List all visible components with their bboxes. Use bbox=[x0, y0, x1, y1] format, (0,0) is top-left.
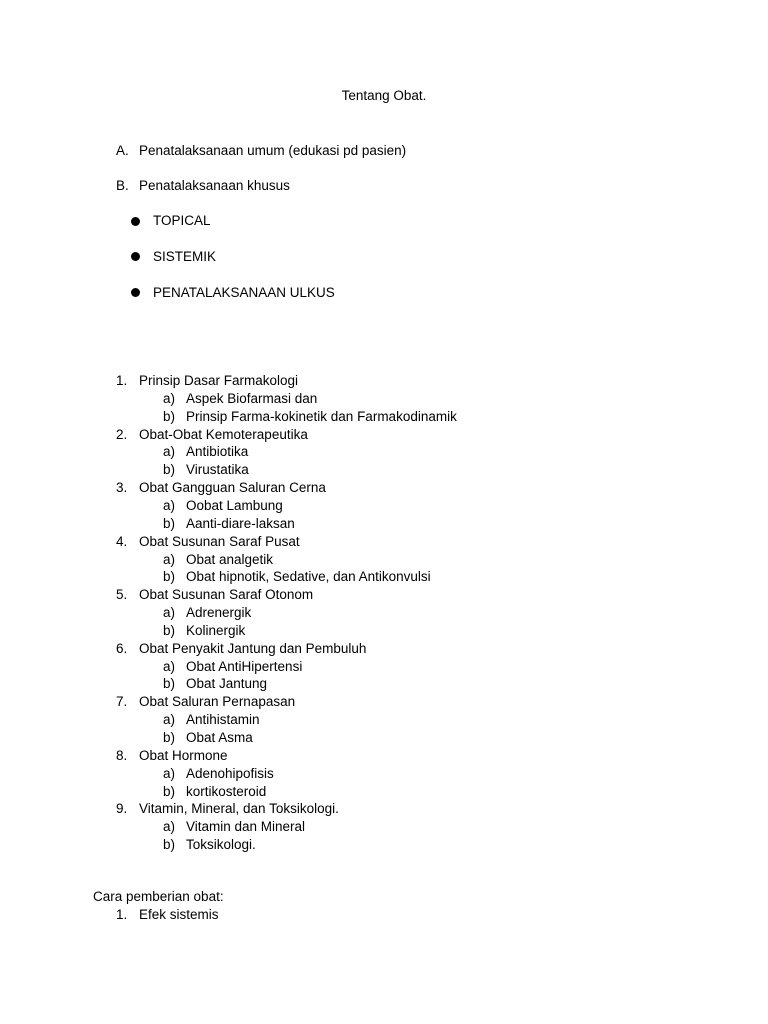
subtopic-text: Obat Asma bbox=[186, 730, 253, 745]
subtopic-text: Obat hipnotik, Sedative, dan Antikonvulsi bbox=[186, 569, 431, 585]
subtopic-marker: b) bbox=[163, 676, 176, 692]
subtopic-marker: b) bbox=[163, 515, 176, 531]
topic-text: Obat Saluran Pernapasan bbox=[139, 694, 296, 710]
topic-number: 6. bbox=[116, 640, 128, 656]
topic-number: 9. bbox=[116, 801, 128, 817]
subtopic-marker: b) bbox=[163, 730, 176, 745]
section-marker: B. bbox=[116, 178, 129, 193]
topic-number: 3. bbox=[116, 480, 128, 496]
topic-text: Obat Penyakit Jantung dan Pembuluh bbox=[139, 640, 367, 656]
subtopic-text: Oobat Lambung bbox=[186, 497, 283, 513]
bullet-dot-icon bbox=[131, 217, 140, 226]
topic-number: 8. bbox=[116, 747, 128, 763]
subtopic-text: Virustatika bbox=[186, 462, 249, 478]
subtopic-text: kortikosteroid bbox=[186, 783, 267, 799]
subtopic-marker: a) bbox=[163, 712, 176, 728]
topic-number: 1. bbox=[116, 373, 128, 388]
section-text: Penatalaksanaan khusus bbox=[139, 178, 290, 193]
subtopic-marker: a) bbox=[163, 390, 176, 406]
subtopic-marker: b) bbox=[163, 408, 176, 424]
subtopic-text: Vitamin dan Mineral bbox=[186, 819, 306, 835]
topic-number: 7. bbox=[116, 694, 128, 710]
subtopic-text: Obat Jantung bbox=[186, 676, 268, 692]
topic-text: Obat Hormone bbox=[139, 747, 228, 763]
subtopic-marker: a) bbox=[163, 605, 176, 621]
subtopic-marker: a) bbox=[163, 819, 176, 835]
subtopic-marker: a) bbox=[163, 444, 176, 460]
subtopic-text: Kolinergik bbox=[186, 622, 246, 638]
subtopic-marker: a) bbox=[163, 551, 176, 567]
topic-text: Obat Gangguan Saluran Cerna bbox=[139, 480, 326, 496]
section-text: Penatalaksanaan umum (edukasi pd pasien) bbox=[139, 143, 407, 158]
topic-number: 5. bbox=[116, 587, 128, 603]
cara-heading: Cara pemberian obat: bbox=[93, 889, 224, 904]
subtopic-text: Prinsip Farma-kokinetik dan Farmakodinamik bbox=[186, 408, 457, 424]
subtopic-text: Antibiotika bbox=[186, 444, 249, 460]
topic-text: Obat Susunan Saraf Pusat bbox=[139, 533, 300, 549]
subtopic-text: Obat analgetik bbox=[186, 551, 274, 567]
subtopic-marker: b) bbox=[163, 462, 176, 478]
bullet-text: PENATALAKSANAAN ULKUS bbox=[153, 285, 335, 300]
subtopic-marker: a) bbox=[163, 497, 176, 513]
subtopic-marker: b) bbox=[163, 837, 176, 853]
subtopic-text: Adenohipofisis bbox=[186, 765, 274, 781]
subtopic-marker: b) bbox=[163, 783, 176, 799]
subtopic-text: Aanti-diare-laksan bbox=[186, 515, 295, 531]
subtopic-text: Toksikologi. bbox=[186, 837, 256, 853]
page-title: Tentang Obat. bbox=[341, 88, 427, 103]
subtopic-marker: b) bbox=[163, 622, 176, 638]
cara-number: 1. bbox=[116, 907, 128, 922]
subtopic-marker: b) bbox=[163, 569, 176, 585]
subtopic-marker: a) bbox=[163, 658, 176, 674]
bullet-text: SISTEMIK bbox=[153, 249, 217, 264]
topic-number: 2. bbox=[116, 426, 128, 442]
subtopic-text: Antihistamin bbox=[186, 712, 260, 728]
topic-text: Obat Susunan Saraf Otonom bbox=[139, 587, 314, 603]
section-marker: A. bbox=[116, 143, 129, 158]
subtopic-marker: a) bbox=[163, 765, 176, 781]
topic-text: Obat-Obat Kemoterapeutika bbox=[139, 426, 308, 442]
subtopic-text: Adrenergik bbox=[186, 605, 252, 621]
topic-text: Prinsip Dasar Farmakologi bbox=[139, 373, 299, 388]
bullet-dot-icon bbox=[131, 252, 140, 261]
topic-text: Vitamin, Mineral, dan Toksikologi. bbox=[139, 801, 339, 817]
subtopic-text: Aspek Biofarmasi dan bbox=[186, 390, 318, 406]
bullet-dot-icon bbox=[131, 288, 140, 297]
cara-text: Efek sistemis bbox=[139, 907, 219, 922]
topic-number: 4. bbox=[116, 533, 128, 549]
bullet-text: TOPICAL bbox=[153, 213, 211, 228]
subtopic-text: Obat AntiHipertensi bbox=[186, 658, 303, 674]
